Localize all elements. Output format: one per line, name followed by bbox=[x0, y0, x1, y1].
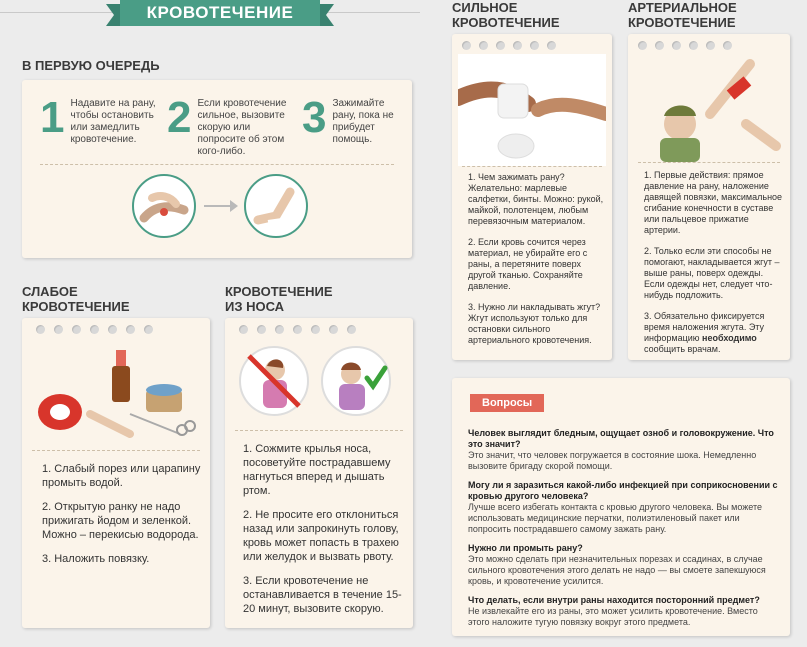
arterial-card bbox=[628, 34, 790, 360]
nose-step-2: 2. Не просите его отклониться назад или запрокинуть голову, кровь может попасть в трахею или желудок и вызвать рвоту. bbox=[243, 509, 399, 563]
answer: Не извлекайте его из раны, это может усилить кровотечение. Вместо этого наложите тугую повязку вокруг этого предмета. bbox=[468, 606, 758, 627]
nose-heading bbox=[225, 284, 333, 314]
question: Могу ли я заразиться какой-либо инфекцией при соприкосновении с кровью другого человека? bbox=[468, 480, 778, 501]
questions-list bbox=[468, 428, 780, 636]
binder-holes bbox=[638, 41, 732, 50]
nose-heading-line1: КРОВОТЕЧЕНИЕ bbox=[225, 284, 333, 299]
answer: Это значит, что человек погружается в состояние шока. Немедленно вызовите бригаду скорой помощи. bbox=[468, 450, 757, 471]
arterial-step-3-emphasis: необходимо bbox=[702, 333, 757, 343]
step-text: Зажимайте рану, пока не прибудет помощь. bbox=[332, 98, 394, 145]
nose-step-3: 3. Если кровотечение не останавливается в течение 15-20 минут, вызовите скорую. bbox=[243, 575, 402, 615]
weak-heading bbox=[22, 284, 130, 314]
weak-heading-line2: КРОВОТЕЧЕНИЕ bbox=[22, 299, 130, 314]
bent-arm-illustration bbox=[244, 174, 308, 238]
strong-instructions bbox=[468, 172, 606, 356]
answer: Лучше всего избегать контакта с кровью другого человека. Вы можете использовать медицинские перчатки, полиэтиленовый пакет или попросить пострадавшего самому зажать рану. bbox=[468, 502, 763, 534]
question: Что делать, если внутри раны находится посторонний предмет? bbox=[468, 595, 760, 605]
binder-holes bbox=[239, 325, 356, 334]
strong-heading bbox=[452, 0, 560, 30]
divider bbox=[235, 430, 403, 431]
weak-step-1: 1. Слабый порез или царапину промыть водой. bbox=[42, 463, 201, 489]
strong-step-1: 1. Чем зажимать рану? Желательно: марлевые салфетки, бинты. Можно: рукой, майкой, полотенцем, любым перевязочным материалом. bbox=[468, 172, 604, 226]
nose-step-1: 1. Сожмите крылья носа, посоветуйте пострадавшему нагнуться вперед и дышать ртом. bbox=[243, 443, 391, 497]
step-number: 1 bbox=[40, 93, 65, 142]
strong-card bbox=[452, 34, 612, 360]
step-text: Надавите на рану, чтобы остановить или замедлить кровотечение. bbox=[70, 98, 156, 145]
arrow-head-icon bbox=[230, 200, 238, 212]
questions-card bbox=[452, 378, 790, 636]
arterial-step-3 bbox=[644, 311, 784, 355]
step-2 bbox=[167, 93, 295, 158]
binder-holes bbox=[36, 325, 153, 334]
question: Нужно ли промыть рану? bbox=[468, 543, 583, 553]
step-1 bbox=[40, 93, 160, 146]
step-text: Если кровотечение сильное, вызовите скорую или попросите об этом кого-либо. bbox=[197, 98, 287, 157]
correct-position-illustration bbox=[321, 346, 391, 416]
divider bbox=[462, 166, 602, 167]
divider bbox=[40, 164, 394, 165]
step-number: 2 bbox=[167, 93, 192, 142]
weak-step-2b: Можно – перекисью водорода. bbox=[42, 529, 199, 541]
strong-heading-line1: СИЛЬНОЕ bbox=[452, 0, 518, 15]
arterial-step-3-text: 3. Обязательно фиксируется время наложения жгута. Эту информацию bbox=[644, 311, 765, 343]
arterial-step-3-end: сообщить врачам. bbox=[644, 344, 721, 354]
bandaging-hand-photo bbox=[458, 54, 606, 166]
step-3 bbox=[302, 93, 407, 146]
arterial-heading-line1: АРТЕРИАЛЬНОЕ bbox=[628, 0, 737, 15]
first-card bbox=[22, 80, 412, 258]
press-wound-illustration bbox=[132, 174, 196, 238]
divider bbox=[638, 162, 780, 163]
first-heading: В ПЕРВУЮ ОЧЕРЕДЬ bbox=[22, 58, 160, 73]
strong-step-3: 3. Нужно ли накладывать жгут? Жгут используют только для остановки сильного артериального кровотечения. bbox=[468, 302, 601, 345]
arrow-icon bbox=[204, 205, 232, 207]
arterial-step-2: 2. Только если эти способы не помогают, накладывается жгут – выше раны, поверх одежды. Если одежды нет, следует что-нибудь подложить. bbox=[644, 246, 780, 300]
arterial-heading-line2: КРОВОТЕЧЕНИЕ bbox=[628, 15, 736, 30]
answer: Это можно сделать при незначительных порезах и ссадинах, в случае сильного кровотечения этого делать не надо — вы смоете запекшуюся кровь, и кровотечение усилится. bbox=[468, 554, 766, 586]
arterial-instructions bbox=[644, 170, 784, 365]
weak-heading-line1: СЛАБОЕ bbox=[22, 284, 78, 299]
weak-instructions bbox=[42, 462, 202, 576]
tourniquet-illustration bbox=[636, 54, 782, 162]
question-item bbox=[468, 543, 780, 587]
page-title: КРОВОТЕЧЕНИЕ bbox=[120, 0, 320, 26]
questions-tag: Вопросы bbox=[470, 394, 544, 412]
weak-card bbox=[22, 318, 210, 628]
question: Человек выглядит бледным, ощущает озноб и головокружение. Что это значит? bbox=[468, 428, 774, 449]
arterial-step-1: 1. Первые действия: прямое давление на рану, наложение давящей повязки, максимальное сгибание конечности в суставе или пальцевое прижатие артерии. bbox=[644, 170, 783, 235]
step-number: 3 bbox=[302, 93, 327, 142]
nose-card bbox=[225, 318, 413, 628]
first-aid-kit-illustration bbox=[30, 342, 202, 442]
question-item bbox=[468, 428, 780, 472]
strong-heading-line2: КРОВОТЕЧЕНИЕ bbox=[452, 15, 560, 30]
divider bbox=[32, 450, 200, 451]
nose-heading-line2: ИЗ НОСА bbox=[225, 299, 285, 314]
wrong-position-illustration bbox=[239, 346, 309, 416]
arterial-heading bbox=[628, 0, 737, 30]
strong-step-2: 2. Если кровь сочится через материал, не убирайте его с раны, а перетяните поверх другой тканью. Сохраняйте давление. bbox=[468, 237, 588, 291]
binder-holes bbox=[462, 41, 556, 50]
weak-step-2: 2. Открытую ранку не надо прижигать йодом и зеленкой. bbox=[42, 501, 192, 527]
question-item bbox=[468, 480, 780, 535]
weak-step-3: 3. Наложить повязку. bbox=[42, 553, 150, 565]
question-item bbox=[468, 595, 780, 628]
nose-instructions bbox=[243, 442, 407, 626]
